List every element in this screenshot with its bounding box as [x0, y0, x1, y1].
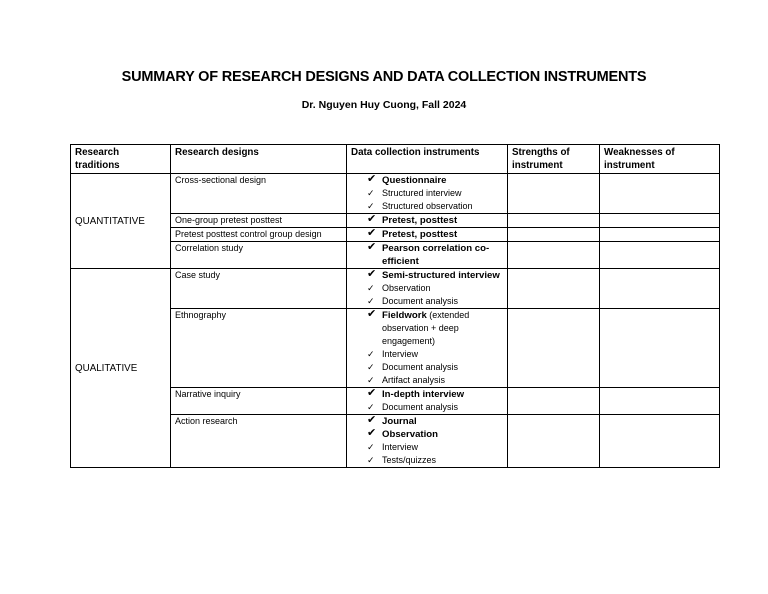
instrument-item — [367, 415, 503, 428]
instrument-item — [367, 428, 503, 441]
checkmark-icon: ✓ — [367, 402, 375, 412]
instrument-item — [367, 228, 503, 241]
checkmark-icon: ✔ — [367, 227, 377, 239]
weaknesses-cell — [600, 388, 720, 415]
instrument-label: In-depth interview — [382, 389, 465, 400]
instrument-label: Document analysis — [382, 296, 459, 306]
checkmark-icon: ✔ — [367, 427, 377, 439]
instrument-item — [367, 282, 503, 295]
weaknesses-cell — [600, 309, 720, 388]
header-research-traditions: Research traditions — [71, 145, 171, 174]
instrument-label: Tests/quizzes — [382, 455, 437, 465]
research-design-cell: One-group pretest posttest — [171, 214, 347, 228]
instrument-list — [347, 242, 503, 268]
checkmark-icon: ✓ — [367, 201, 375, 211]
weaknesses-cell — [600, 242, 720, 269]
research-design-cell: Ethnography — [171, 309, 347, 388]
checkmark-icon: ✓ — [367, 362, 375, 372]
weaknesses-cell — [600, 174, 720, 214]
checkmark-icon: ✓ — [367, 296, 375, 306]
instrument-list — [347, 269, 503, 308]
tradition-qualitative: QUALITATIVE — [71, 269, 171, 468]
checkmark-icon: ✓ — [367, 349, 375, 359]
checkmark-icon: ✔ — [367, 268, 377, 280]
checkmark-icon: ✔ — [367, 387, 377, 399]
table-body — [71, 174, 720, 468]
instrument-label: Observation — [382, 283, 431, 293]
instrument-item — [367, 295, 503, 308]
table-row — [71, 269, 720, 309]
summary-table — [70, 144, 720, 468]
header-row — [71, 145, 720, 174]
checkmark-icon: ✔ — [367, 173, 377, 185]
weaknesses-cell — [600, 269, 720, 309]
instrument-item — [367, 200, 503, 213]
instrument-item — [367, 454, 503, 467]
instrument-label: Questionnaire — [382, 175, 447, 186]
instruments-cell — [347, 174, 508, 214]
instrument-list — [347, 388, 503, 414]
instrument-label: Journal — [382, 416, 417, 427]
instrument-item — [367, 242, 503, 268]
instrument-item — [367, 187, 503, 200]
research-design-cell: Case study — [171, 269, 347, 309]
header-weaknesses: Weaknesses of instrument — [600, 145, 720, 174]
instrument-label: Structured interview — [382, 188, 462, 198]
instruments-cell — [347, 269, 508, 309]
instrument-label: Pretest, posttest — [382, 215, 458, 226]
strengths-cell — [508, 174, 600, 214]
instrument-label: Observation — [382, 429, 438, 440]
checkmark-icon: ✓ — [367, 188, 375, 198]
research-design-cell: Correlation study — [171, 242, 347, 269]
instruments-cell — [347, 415, 508, 468]
instrument-item — [367, 309, 503, 348]
instrument-item — [367, 269, 503, 282]
instrument-item — [367, 214, 503, 227]
weaknesses-cell — [600, 228, 720, 242]
instruments-cell — [347, 214, 508, 228]
checkmark-icon: ✓ — [367, 455, 375, 465]
research-design-cell: Pretest posttest control group design — [171, 228, 347, 242]
header-strengths: Strengths of instrument — [508, 145, 600, 174]
instrument-note: (extended observation + deep engagement) — [382, 310, 470, 346]
instrument-label: Pearson correlation co-efficient — [382, 243, 490, 267]
instrument-item — [367, 348, 503, 361]
table-row — [71, 174, 720, 214]
instrument-list — [347, 309, 503, 387]
instrument-label: Document analysis — [382, 362, 459, 372]
strengths-cell — [508, 228, 600, 242]
instrument-item — [367, 441, 503, 454]
research-design-cell: Narrative inquiry — [171, 388, 347, 415]
checkmark-icon: ✓ — [367, 375, 375, 385]
weaknesses-cell — [600, 214, 720, 228]
instruments-cell — [347, 242, 508, 269]
instrument-item — [367, 388, 503, 401]
checkmark-icon: ✓ — [367, 442, 375, 452]
instrument-label: Interview — [382, 349, 419, 359]
page-title: SUMMARY OF RESEARCH DESIGNS AND DATA COLLECTION INSTRUMENTS — [121, 69, 647, 85]
header-data-collection-instruments: Data collection instruments — [347, 145, 508, 174]
instrument-label: Structured observation — [382, 201, 473, 211]
instrument-item — [367, 401, 503, 414]
strengths-cell — [508, 415, 600, 468]
instrument-list — [347, 214, 503, 227]
checkmark-icon: ✔ — [367, 241, 377, 253]
instrument-label: Interview — [382, 442, 419, 452]
weaknesses-cell — [600, 415, 720, 468]
instruments-cell — [347, 309, 508, 388]
instrument-label: Fieldwork — [382, 310, 427, 321]
instrument-label: Artifact analysis — [382, 375, 446, 385]
instrument-list — [347, 228, 503, 241]
research-design-cell: Cross-sectional design — [171, 174, 347, 214]
page-subtitle: Dr. Nguyen Huy Cuong, Fall 2024 — [301, 99, 467, 111]
instrument-label: Document analysis — [382, 402, 459, 412]
checkmark-icon: ✓ — [367, 283, 375, 293]
instrument-item — [367, 361, 503, 374]
header-research-designs: Research designs — [171, 145, 347, 174]
strengths-cell — [508, 388, 600, 415]
strengths-cell — [508, 242, 600, 269]
strengths-cell — [508, 214, 600, 228]
research-design-cell: Action research — [171, 415, 347, 468]
instrument-item — [367, 374, 503, 387]
instrument-label: Pretest, posttest — [382, 229, 458, 240]
instrument-label: Semi-structured interview — [382, 270, 500, 281]
checkmark-icon: ✔ — [367, 308, 377, 320]
tradition-quantitative: QUANTITATIVE — [71, 174, 171, 269]
instruments-cell — [347, 228, 508, 242]
strengths-cell — [508, 269, 600, 309]
strengths-cell — [508, 309, 600, 388]
checkmark-icon: ✔ — [367, 414, 377, 426]
instruments-cell — [347, 388, 508, 415]
instrument-list — [347, 415, 503, 467]
instrument-item — [367, 174, 503, 187]
checkmark-icon: ✔ — [367, 213, 377, 225]
instrument-list — [347, 174, 503, 213]
